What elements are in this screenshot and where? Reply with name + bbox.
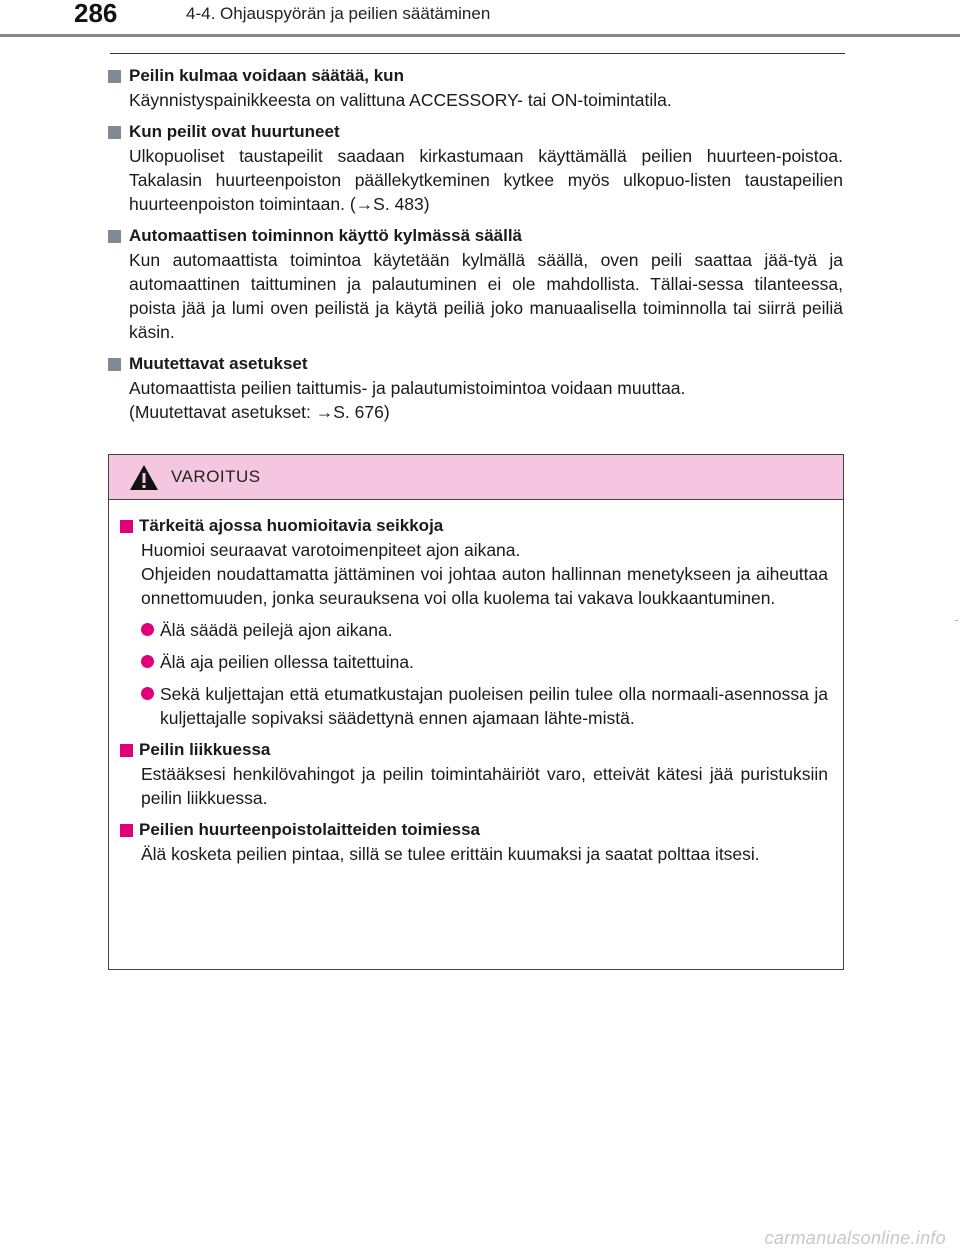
section-title: Automaattisen toiminnon käyttö kylmässä säällä bbox=[129, 226, 523, 245]
warning-section-body: Älä kosketa peilien pintaa, sillä se tulee erittäin kuumaksi ja saatat polttaa itsesi. bbox=[141, 844, 760, 864]
list-item-text: Sekä kuljettajan että etumatkustajan puoleisen peilin tulee olla normaali-asennossa ja kuljettajalle sopivaksi säädettynä ennen ajamaan lähte-mistä. bbox=[160, 684, 828, 728]
section-body: Kun automaattista toimintoa käytetään kylmällä säällä, oven peili saattaa jää-tyä ja automaattinen taittuminen ja palautuminen ei ole mahdollista. Tällai-sessa tilanteessa, poista jää ja lumi oven peilistä ja käytä peiliä joko manuaalisella toiminnolla tai siirrä peiliä käsin. bbox=[129, 250, 843, 342]
section-title: Muutettavat asetukset bbox=[129, 354, 308, 373]
pink-square-bullet-icon bbox=[120, 824, 133, 837]
square-bullet-icon bbox=[108, 70, 121, 83]
warning-section-driving bbox=[120, 514, 828, 730]
warning-box bbox=[108, 454, 844, 970]
square-bullet-icon bbox=[108, 126, 121, 139]
list-item bbox=[141, 650, 828, 674]
section-mirror-angle bbox=[108, 64, 843, 112]
pink-square-bullet-icon bbox=[120, 744, 133, 757]
list-item bbox=[141, 618, 828, 642]
list-item bbox=[141, 682, 828, 730]
section-body: Ulkopuoliset taustapeilit saadaan kirkastumaan käyttämällä peilien huurteen-poistoa. Takalasin huurteenpoiston päällekytkeminen kytkee myös ulkopuo-listen taustapeilien huurteenpoiston toimintaan. (→S. 483) bbox=[129, 146, 843, 214]
warning-section-title: Peilin liikkuessa bbox=[139, 740, 271, 759]
pink-dot-icon bbox=[141, 623, 154, 636]
section-body: Automaattista peilien taittumis- ja palautumistoimintoa voidaan muuttaa. bbox=[129, 378, 686, 398]
section-title: Kun peilit ovat huurtuneet bbox=[129, 122, 340, 141]
section-custom-settings bbox=[108, 352, 843, 424]
pink-dot-icon bbox=[141, 687, 154, 700]
page-header bbox=[0, 0, 960, 37]
section-divider bbox=[110, 53, 845, 54]
list-item-text: Älä säädä peilejä ajon aikana. bbox=[160, 620, 393, 640]
warning-section-defogger bbox=[120, 818, 828, 866]
margin-mark bbox=[955, 620, 958, 621]
pink-dot-icon bbox=[141, 655, 154, 668]
warning-section-moving-mirror bbox=[120, 738, 828, 810]
watermark: carmanualsonline.info bbox=[764, 1228, 946, 1248]
square-bullet-icon bbox=[108, 358, 121, 371]
main-content bbox=[108, 64, 843, 432]
square-bullet-icon bbox=[108, 230, 121, 243]
section-title: Peilin kulmaa voidaan säätää, kun bbox=[129, 66, 404, 85]
section-body-reference: (Muutettavat asetukset: →S. 676) bbox=[129, 402, 390, 422]
section-fogged-mirrors bbox=[108, 120, 843, 216]
warning-title: VAROITUS bbox=[171, 467, 261, 486]
section-body: Käynnistyspainikkeesta on valittuna ACCESSORY- tai ON-toimintatila. bbox=[129, 90, 672, 110]
list-item-text: Älä aja peilien ollessa taitettuina. bbox=[160, 652, 414, 672]
warning-section-body: Huomioi seuraavat varotoimenpiteet ajon aikana. bbox=[141, 540, 521, 560]
warning-section-body-2: Ohjeiden noudattamatta jättäminen voi johtaa auton hallinnan menetykseen ja aiheuttaa onnettomuuden, jonka seurauksena voi olla kuolema tai vakava loukkaantuminen. bbox=[141, 564, 828, 608]
warning-header bbox=[109, 455, 843, 500]
warning-section-title: Tärkeitä ajossa huomioitavia seikkoja bbox=[139, 516, 444, 535]
warning-section-title: Peilien huurteenpoistolaitteiden toimiessa bbox=[139, 820, 481, 839]
warning-triangle-icon bbox=[129, 464, 159, 491]
chapter-title: 4-4. Ohjauspyörän ja peilien säätäminen bbox=[186, 4, 491, 23]
page-number: 286 bbox=[74, 0, 118, 28]
pink-square-bullet-icon bbox=[120, 520, 133, 533]
warning-section-body: Estääksesi henkilövahingot ja peilin toimintahäiriöt varo, etteivät kätesi jää puristuksiin peilin liikkuessa. bbox=[141, 764, 828, 808]
warning-body bbox=[109, 500, 843, 866]
section-cold-weather bbox=[108, 224, 843, 344]
